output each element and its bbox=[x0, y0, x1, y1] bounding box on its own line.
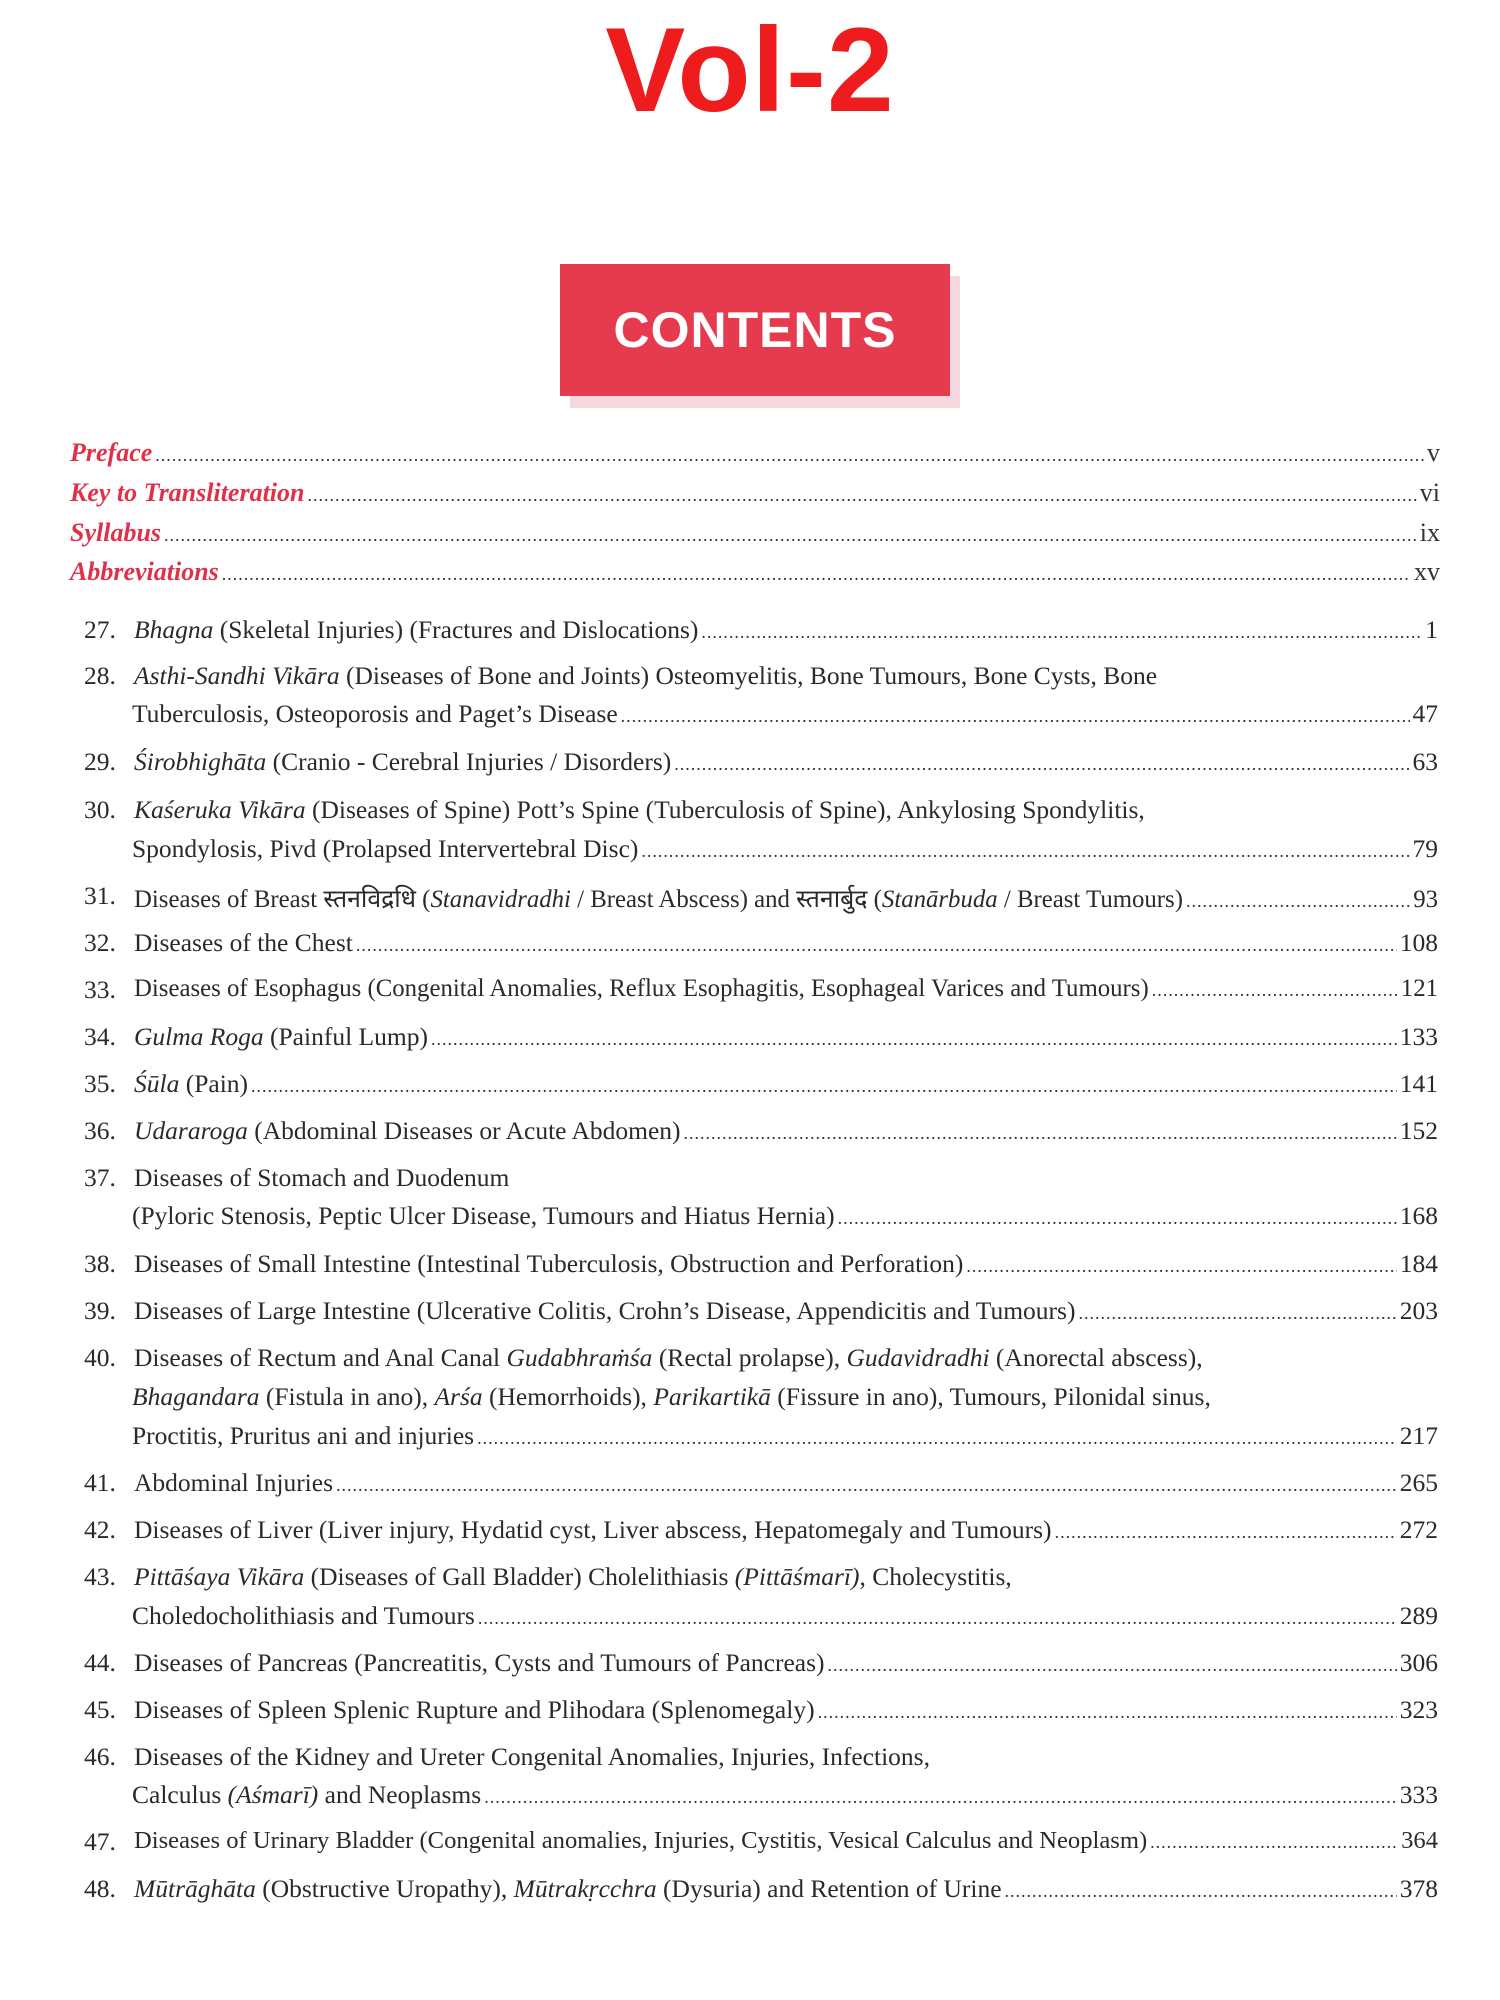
entry-title: Śūla (Pain) bbox=[134, 1069, 249, 1098]
toc-entry-47[interactable] bbox=[134, 1827, 1438, 1855]
entry-title: Gulma Roga (Painful Lump) bbox=[134, 1022, 428, 1051]
entry-page: xv bbox=[1414, 557, 1440, 586]
toc-entry-27[interactable] bbox=[134, 615, 1438, 645]
toc-entry-29[interactable] bbox=[134, 747, 1438, 777]
chapter-number: 40. bbox=[84, 1343, 116, 1372]
entry-title: Tuberculosis, Osteoporosis and Paget’s Disease bbox=[132, 699, 618, 728]
toc-entry-30-cont[interactable] bbox=[132, 834, 1438, 864]
entry-title: Diseases of the Chest bbox=[134, 928, 353, 957]
entry-page: 306 bbox=[1399, 1648, 1438, 1677]
entry-title: Diseases of Liver (Liver injury, Hydatid cyst, Liver abscess, Hepatomegaly and Tumours) bbox=[134, 1515, 1052, 1544]
chapter-number: 39. bbox=[84, 1296, 116, 1325]
toc-entry-37-cont[interactable] bbox=[132, 1201, 1438, 1231]
entry-page: 378 bbox=[1399, 1874, 1438, 1903]
entry-page: 47 bbox=[1412, 699, 1438, 728]
contents-title: CONTENTS bbox=[613, 302, 897, 358]
chapter-number: 45. bbox=[84, 1695, 116, 1724]
chapter-number: 43. bbox=[84, 1562, 116, 1591]
entry-title: Choledocholithiasis and Tumours bbox=[132, 1601, 475, 1630]
entry-page: 272 bbox=[1399, 1515, 1438, 1544]
chapter-number: 41. bbox=[84, 1468, 116, 1497]
toc-entry-36[interactable] bbox=[134, 1116, 1438, 1146]
toc-entry-key-to-transliteration[interactable] bbox=[70, 478, 1440, 508]
entry-page: 333 bbox=[1399, 1780, 1438, 1809]
entry-page: 1 bbox=[1425, 615, 1438, 644]
dot-leader bbox=[431, 1029, 1397, 1050]
toc-entry-28-cont[interactable] bbox=[132, 699, 1438, 729]
entry-page: 265 bbox=[1399, 1468, 1438, 1497]
toc-entry-46-cont[interactable] bbox=[132, 1780, 1438, 1810]
dot-leader bbox=[674, 754, 1409, 775]
dot-leader bbox=[621, 706, 1410, 727]
dot-leader bbox=[641, 841, 1409, 862]
entry-title: Bhagna (Skeletal Injuries) (Fractures and Dislocations) bbox=[134, 615, 699, 644]
entry-title: Mūtrāghāta (Obstructive Uropathy), Mūtrakṛcchra (Dysuria) and Retention of Urine bbox=[134, 1874, 1002, 1903]
toc-entry-30[interactable]: Kaśeruka Vikāra (Diseases of Spine) Pott’s Spine (Tuberculosis of Spine), Ankylosing Spondylitis, bbox=[134, 795, 1145, 824]
toc-entry-41[interactable] bbox=[134, 1468, 1438, 1498]
dot-leader bbox=[155, 445, 1424, 466]
toc-entry-43[interactable]: Pittāśaya Vikāra (Diseases of Gall Bladder) Cholelithiasis (Pittāśmarī), Cholecystitis, bbox=[134, 1562, 1012, 1591]
chapter-number: 30. bbox=[84, 795, 116, 824]
contents-banner bbox=[560, 264, 950, 396]
entry-page: 289 bbox=[1399, 1601, 1438, 1630]
toc-entry-syllabus[interactable] bbox=[70, 518, 1440, 548]
entry-title: Śirobhighāta (Cranio - Cerebral Injuries / Disorders) bbox=[134, 747, 672, 776]
chapter-number: 32. bbox=[84, 928, 116, 957]
dot-leader bbox=[251, 1076, 1397, 1097]
toc-entry-preface[interactable] bbox=[70, 438, 1440, 468]
chapter-number: 33. bbox=[84, 975, 116, 1004]
toc-entry-42[interactable] bbox=[134, 1515, 1438, 1545]
dot-leader bbox=[477, 1428, 1397, 1449]
dot-leader bbox=[336, 1475, 1397, 1496]
toc-entry-39[interactable] bbox=[134, 1296, 1438, 1326]
entry-page: ix bbox=[1419, 518, 1440, 547]
toc-entry-31[interactable] bbox=[134, 881, 1438, 915]
entry-page: 364 bbox=[1401, 1827, 1438, 1854]
entry-title: Preface bbox=[70, 438, 153, 467]
dot-leader bbox=[966, 1256, 1396, 1277]
dot-leader bbox=[1150, 1832, 1398, 1853]
entry-page: vi bbox=[1419, 478, 1440, 507]
dot-leader bbox=[484, 1787, 1397, 1808]
dot-leader bbox=[164, 525, 1417, 546]
entry-page: 168 bbox=[1399, 1201, 1438, 1230]
chapter-number: 38. bbox=[84, 1249, 116, 1278]
dot-leader bbox=[356, 935, 1397, 956]
chapter-number: 29. bbox=[84, 747, 116, 776]
entry-page: 184 bbox=[1399, 1249, 1438, 1278]
entry-page: 141 bbox=[1399, 1069, 1438, 1098]
dot-leader bbox=[478, 1608, 1397, 1629]
toc-entry-28[interactable]: Asthi-Sandhi Vikāra (Diseases of Bone and Joints) Osteomyelitis, Bone Tumours, Bone Cysts, Bone bbox=[134, 661, 1158, 690]
entry-page: v bbox=[1427, 438, 1440, 467]
entry-page: 121 bbox=[1400, 975, 1438, 1002]
toc-entry-46[interactable]: Diseases of the Kidney and Ureter Congenital Anomalies, Injuries, Infections, bbox=[134, 1742, 930, 1771]
dot-leader bbox=[1005, 1881, 1397, 1902]
toc-entry-40-cont[interactable] bbox=[132, 1421, 1438, 1451]
toc-entry-32[interactable] bbox=[134, 928, 1438, 958]
toc-entry-43-cont[interactable] bbox=[132, 1601, 1438, 1631]
toc-entry-44[interactable] bbox=[134, 1648, 1438, 1678]
dot-leader bbox=[701, 622, 1422, 643]
toc-entry-37[interactable]: Diseases of Stomach and Duodenum bbox=[134, 1163, 510, 1192]
dot-leader bbox=[1055, 1522, 1397, 1543]
chapter-number: 42. bbox=[84, 1515, 116, 1544]
volume-label: Vol-2 bbox=[605, 3, 895, 137]
chapter-number: 37. bbox=[84, 1163, 116, 1192]
entry-page: 203 bbox=[1399, 1296, 1438, 1325]
toc-entry-45[interactable] bbox=[134, 1695, 1438, 1725]
chapter-number: 27. bbox=[84, 615, 116, 644]
entry-title: Diseases of Pancreas (Pancreatitis, Cysts and Tumours of Pancreas) bbox=[134, 1648, 825, 1677]
entry-page: 108 bbox=[1399, 928, 1438, 957]
entry-page: 217 bbox=[1399, 1421, 1438, 1450]
dot-leader bbox=[684, 1123, 1397, 1144]
chapter-number: 28. bbox=[84, 661, 116, 690]
chapter-number: 48. bbox=[84, 1874, 116, 1903]
entry-title: Diseases of Large Intestine (Ulcerative Colitis, Crohn’s Disease, Appendicitis and Tumours) bbox=[134, 1296, 1076, 1325]
toc-entry-33[interactable] bbox=[134, 975, 1438, 1003]
entry-title: Diseases of Small Intestine (Intestinal Tuberculosis, Obstruction and Perforation) bbox=[134, 1249, 964, 1278]
dot-leader bbox=[222, 564, 1411, 585]
entry-title: Syllabus bbox=[70, 518, 162, 547]
chapter-number: 31. bbox=[84, 881, 116, 910]
dot-leader bbox=[1152, 980, 1398, 1001]
entry-title: Spondylosis, Pivd (Prolapsed Intervertebral Disc) bbox=[132, 834, 639, 863]
entry-title: Abdominal Injuries bbox=[134, 1468, 334, 1497]
toc-entry-40[interactable]: Diseases of Rectum and Anal Canal Gudabhraṁśa (Rectal prolapse), Gudavidradhi (Anorectal abscess), bbox=[134, 1343, 1203, 1372]
chapter-number: 46. bbox=[84, 1742, 116, 1771]
entry-title: Key to Transliteration bbox=[70, 478, 305, 507]
dot-leader bbox=[838, 1208, 1397, 1229]
entry-page: 133 bbox=[1399, 1022, 1438, 1051]
entry-page: 152 bbox=[1399, 1116, 1438, 1145]
entry-title: Diseases of Urinary Bladder (Congenital anomalies, Injuries, Cystitis, Vesical Calculus and Neoplasm) bbox=[134, 1827, 1148, 1854]
entry-title: Diseases of Breast स्तनविद्रधि (Stanavidradhi / Breast Abscess) and स्तनार्बुद (Stanārbuda / Breast Tumours) bbox=[134, 886, 1183, 913]
toc-entry-abbreviations[interactable] bbox=[70, 557, 1440, 587]
entry-page: 63 bbox=[1412, 747, 1438, 776]
dot-leader bbox=[308, 485, 1417, 506]
entry-title: (Pyloric Stenosis, Peptic Ulcer Disease, Tumours and Hiatus Hernia) bbox=[132, 1201, 835, 1230]
toc-entry-35[interactable] bbox=[134, 1069, 1438, 1099]
chapter-number: 47. bbox=[84, 1827, 116, 1856]
chapter-number: 35. bbox=[84, 1069, 116, 1098]
chapter-number: 36. bbox=[84, 1116, 116, 1145]
entry-page: 79 bbox=[1412, 834, 1438, 863]
entry-title: Udararoga (Abdominal Diseases or Acute Abdomen) bbox=[134, 1116, 681, 1145]
entry-page: 323 bbox=[1399, 1695, 1438, 1724]
dot-leader bbox=[1186, 891, 1410, 912]
entry-title: Proctitis, Pruritus ani and injuries bbox=[132, 1421, 475, 1450]
dot-leader bbox=[828, 1655, 1397, 1676]
chapter-number: 34. bbox=[84, 1022, 116, 1051]
entry-page: 93 bbox=[1413, 886, 1438, 913]
toc-entry-40-line2[interactable]: Bhagandara (Fistula in ano), Arśa (Hemorrhoids), Parikartikā (Fissure in ano), Tumours, Pilonidal sinus, bbox=[132, 1382, 1211, 1411]
entry-title: Abbreviations bbox=[70, 557, 219, 586]
toc-entry-48[interactable] bbox=[134, 1874, 1438, 1904]
entry-title: Diseases of Spleen Splenic Rupture and Plihodara (Splenomegaly) bbox=[134, 1695, 815, 1724]
entry-title: Diseases of Esophagus (Congenital Anomalies, Reflux Esophagitis, Esophageal Varices and Tumours) bbox=[134, 975, 1149, 1002]
toc-entry-34[interactable] bbox=[134, 1022, 1438, 1052]
chapter-number: 44. bbox=[84, 1648, 116, 1677]
entry-title: Calculus (Aśmarī) and Neoplasms bbox=[132, 1780, 482, 1809]
dot-leader bbox=[1078, 1303, 1396, 1324]
dot-leader bbox=[818, 1702, 1397, 1723]
toc-entry-38[interactable] bbox=[134, 1249, 1438, 1279]
